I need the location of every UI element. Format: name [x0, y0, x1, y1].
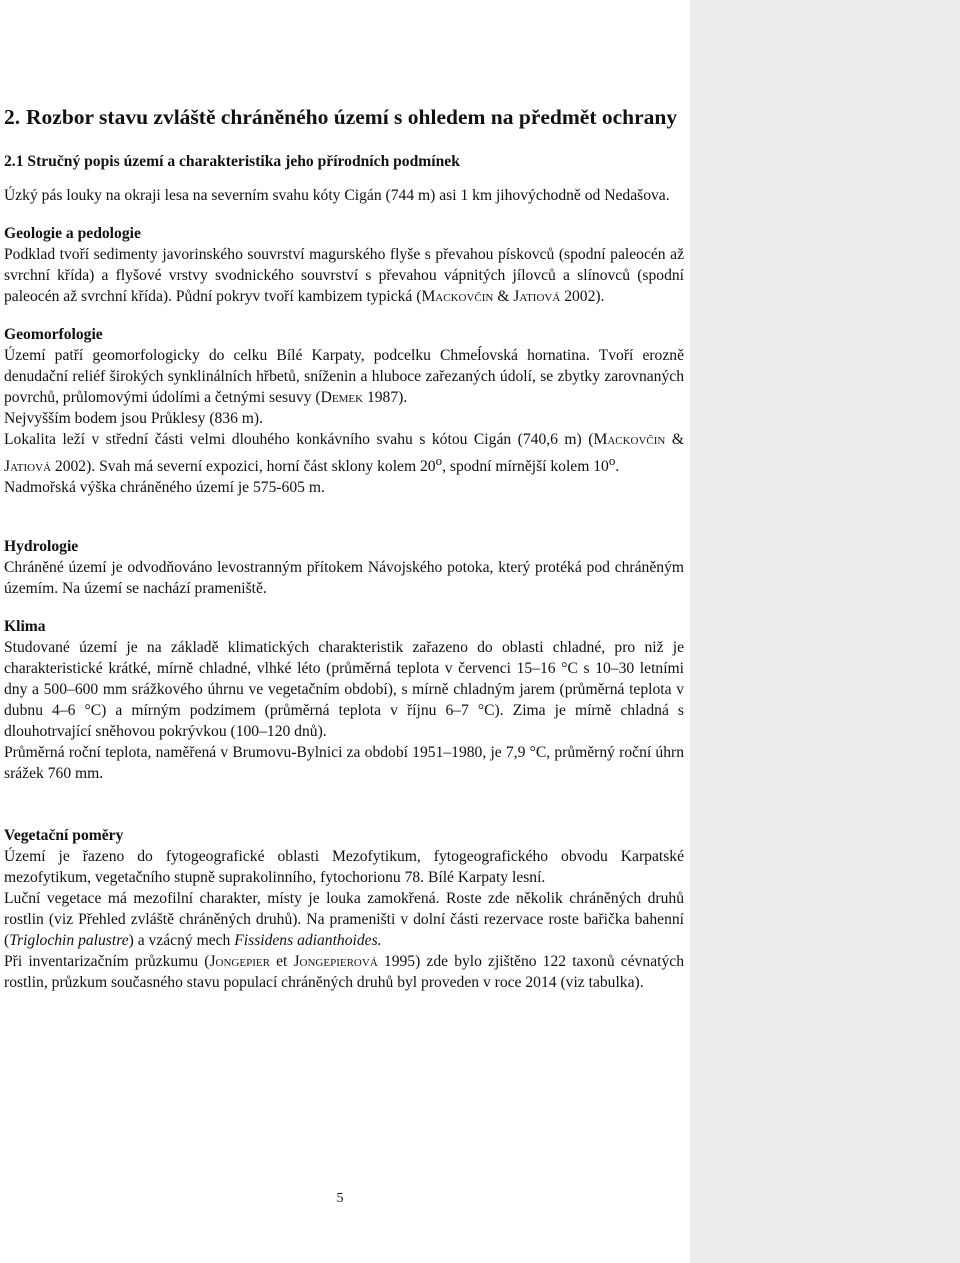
intro-paragraph: Úzký pás louky na okraji lesa na severním svahu kóty Cigán (744 m) asi 1 km jihovýchodně od Nedašova. [4, 187, 670, 204]
klima-heading: Klima [4, 618, 46, 636]
degree-mark: o [435, 453, 443, 468]
geomorfologie-paragraph: Území patří geomorfologicky do celku Bílé Karpaty, podcelku Chmeĺovská hornatina. Tvoří erozně denudační reliéf širokých synklinálních hřbetů, sníženin a hluboce zařezaných údolí, se zbytky zarovnaných povrchů, průlomovými údolími a četnými sesuvy (Demek 1987). [4, 347, 684, 406]
vegetace-paragraph-3: Při inventarizačním průzkumu (Jongepier et Jongepierová 1995) zde bylo zjištěno 122 taxonů cévnatých rostlin, průzkum současného stavu populací chráněných druhů byl proveden v roce 2014 (viz tabulka). [4, 953, 684, 992]
citation-author: Jatiová [513, 288, 561, 305]
section-subheading: 2.1 Stručný popis území a charakteristika jeho přírodních podmínek [4, 153, 460, 170]
vegetace-paragraph-2: Luční vegetace má mezofilní charakter, místy je louka zamokřená. Roste zde několik chráněných druhů rostlin (viz Přehled zvláště chráněných druhů). Na prameništi v dolní části rezervace roste bařička bahenní (Triglochin palustre) a vzácný mech Fissidens adianthoides. [4, 890, 684, 950]
geologie-paragraph: Podklad tvoří sedimenty javorinského souvrství magurského flyše s převahou pískovců (spodní paleocén až svrchní křída) a flyšové vrstvy svodnického souvrství s převahou vápnitých jílovců a slínovců (spodní paleocén až svrchní křída). Půdní pokryv tvoří kambizem typická (Mackovčin & Jatiová 2002). [4, 246, 684, 305]
hydrologie-paragraph: Chráněné území je odvodňováno levostranným přítokem Návojského potoka, který protéká pod chráněným územím. Na území se nachází prameniště. [4, 559, 684, 598]
klima-paragraph-1: Studované území je na základě klimatických charakteristik zařazeno do oblasti chladné, pro niž je charakteristické krátké, mírně chladné, vlhké léto (průměrná teplota v červenci 15–16 °C s 10–30 letními dny a 500–600 mm srážkového úhrnu ve vegetačním období), s mírně chladným jarem (průměrná teplota v dubnu 4–6 °C) a mírným podzimem (průměrná teplota v říjnu 6–7 °C). Zima je mírně chladná s dlouhotrvající sněhovou pokrývkou (100–120 dnů). [4, 639, 684, 741]
species-name: Fissidens adianthoides. [234, 932, 382, 950]
vegetace-heading: Vegetační poměry [4, 827, 124, 845]
citation-author: Jatiová [4, 458, 52, 476]
citation-author: Jongepier [209, 953, 270, 971]
citation-author: Jongepierová [293, 953, 378, 971]
geologie-heading: Geologie a pedologie [4, 225, 141, 242]
klima-paragraph-2: Průměrná roční teplota, naměřená v Brumovu-Bylnici za období 1951–1980, je 7,9 °C, průměrný roční úhrn srážek 760 mm. [4, 744, 684, 783]
degree-mark: o [608, 453, 616, 468]
page-content [4, 103, 684, 993]
vegetace-paragraph-1: Území je řazeno do fytogeografické oblasti Mezofytikum, fytogeografického obvodu Karpatské mezofytikum, vegetačního stupně suprakolinního, fytochorionu 78. Bílé Karpaty lesní. [4, 848, 684, 887]
species-name: Triglochin palustre [9, 932, 129, 950]
citation-author: Demek [320, 389, 364, 406]
hydrologie-heading: Hydrologie [4, 538, 79, 556]
chapter-number: 2. [4, 105, 21, 129]
citation-author: Mackovčin [593, 431, 666, 448]
geomorfologie-highest-point: Nejvyšším bodem jsou Průklesy (836 m). [4, 410, 264, 427]
page-number: 5 [336, 1191, 344, 1206]
chapter-heading [4, 103, 684, 131]
comment-margin-pane [690, 0, 960, 1263]
chapter-title: Rozbor stavu zvláště chráněného území s ohledem na předmět ochrany [26, 105, 678, 129]
geomorfologie-heading: Geomorfologie [4, 326, 103, 343]
geomorfologie-altitude: Nadmořská výška chráněného území je 575-605 m. [4, 479, 325, 497]
geomorfologie-location: Lokalita leží v střední části velmi dlouhého konkávního svahu s kótou Cigán (740,6 m) (Mackovčin & Jatiová 2002). Svah má severní expozici, horní část sklony kolem 20$^o$, spodní mírnější kolem 10$^o$. [4, 431, 685, 476]
citation-author: Mackovčin [421, 288, 494, 305]
